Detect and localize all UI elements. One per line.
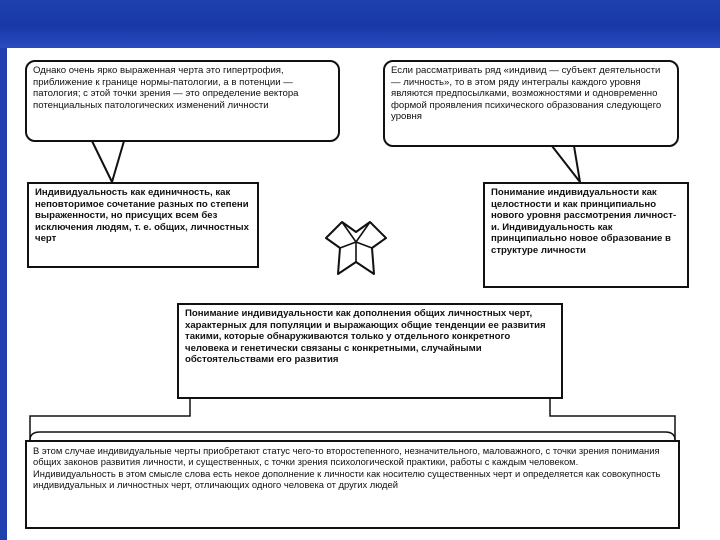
box-individuality-uniqueness bbox=[27, 182, 259, 268]
box-bottom-paragraph-1: В этом случае индивидуальные черты приобретают статус чего-то второстепенного, незначительного, маловажного, с точки зрения понимания общих законов развития личности, и существенных, с точки зрения психологической практики, работы с каждым человеком. bbox=[33, 445, 660, 468]
box-bottom-conclusion bbox=[25, 440, 680, 529]
box-hypertrophy-note bbox=[25, 60, 340, 142]
box-individ-series-text: Если рассматривать ряд «индивид — субъект деятельности — личность», то в этом ряду интегралы каждого уровня являются предпосылками, возможностями и одновременно формой проявления психического образования следующего уровня bbox=[391, 65, 662, 123]
box-individuality-supplement bbox=[177, 303, 563, 399]
center-three-way-symbol bbox=[326, 222, 386, 274]
bracket-center-to-bottom-right bbox=[550, 398, 675, 440]
bottom-box-tab bbox=[30, 432, 675, 440]
box-individuality-integrity bbox=[483, 182, 689, 288]
bracket-center-to-bottom bbox=[30, 398, 190, 440]
box-bottom-paragraph-2: Индивидуальность в этом смысле слова есть некое дополнение к личности как носителю существенных черт и определяется как совокупность индивидуальных и личностных черт, отличающих одного человека от других людей bbox=[33, 467, 661, 491]
callout-tail-top-right bbox=[552, 146, 580, 182]
box-individuality-supplement-text: Понимание индивидуальности как дополнения общих личностных черт, характерных для популяции и выражающих общие тенденции ее развития такими, которые обнаруживаются только у отдельного конкретного человека и генетически связаны с конкретными, случайными обстоятельствами его развития bbox=[185, 308, 546, 366]
box-individuality-uniqueness-text: Индивидуальность как единичность, как неповторимое сочетание разных по степени выраженности, но присущих всем без исключения людям, т. е. общих, личностных черт bbox=[35, 187, 249, 245]
box-individuality-integrity-text: Понимание индивидуальности как целостности и как принципиально нового уровня рассмотрения личности. Индивидуальность как принципиально новое образование в структуре личности bbox=[491, 187, 677, 256]
callout-tail-top-left bbox=[92, 141, 124, 182]
box-hypertrophy-text: Однако очень ярко выраженная черта это гипертрофия, приближение к границе нормы-патологии, а в потенции — патология; с этой точки зрения — это определение вектора потенциальных патологических изменений личности bbox=[33, 65, 299, 111]
box-individ-series-note bbox=[383, 60, 679, 147]
